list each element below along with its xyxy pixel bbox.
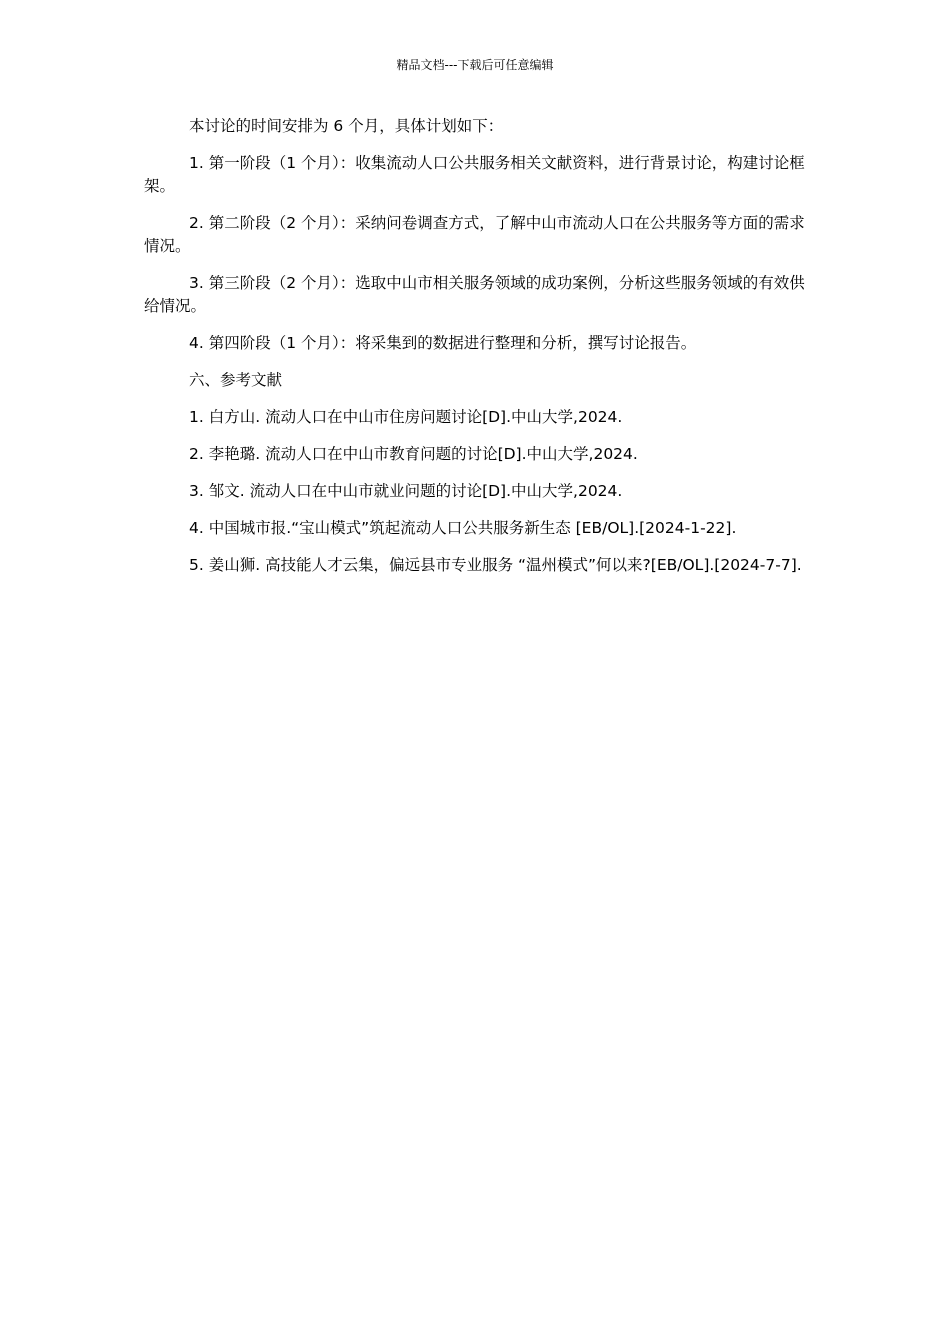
reference-2: 2. 李艳璐. 流动人口在中山市教育问题的讨论[D].中山大学,2024.: [189, 445, 638, 463]
page-header: 精品文档---下载后可任意编辑: [396, 58, 554, 72]
phase-1: 1. 第一阶段（1 个月）：收集流动人口公共服务相关文献资料，进行背景讨论，构建讨论框架。: [144, 154, 805, 195]
phase-2: 2. 第二阶段（2 个月）：采纳问卷调查方式，了解中山市流动人口在公共服务等方面的需求情况。: [144, 214, 805, 255]
section-heading-references: 六、参考文献: [189, 371, 283, 389]
reference-1: 1. 白方山. 流动人口在中山市住房问题讨论[D].中山大学,2024.: [189, 408, 623, 426]
phase-3: 3. 第三阶段（2 个月）：选取中山市相关服务领域的成功案例，分析这些服务领域的有效供给情况。: [144, 274, 805, 315]
reference-3: 3. 邹文. 流动人口在中山市就业问题的讨论[D].中山大学,2024.: [189, 482, 623, 500]
schedule-intro: 本讨论的时间安排为 6 个月，具体计划如下：: [189, 117, 504, 135]
phase-4: 4. 第四阶段（1 个月）：将采集到的数据进行整理和分析，撰写讨论报告。: [189, 334, 697, 352]
document-body: [144, 115, 808, 591]
reference-5: 5. 姜山狮. 高技能人才云集，偏远县市专业服务 “温州模式”何以来?[EB/OL].[2024-7-7].: [189, 556, 802, 574]
reference-4: 4. 中国城市报.“宝山模式”筑起流动人口公共服务新生态 [EB/OL].[2024-1-22].: [189, 519, 737, 537]
